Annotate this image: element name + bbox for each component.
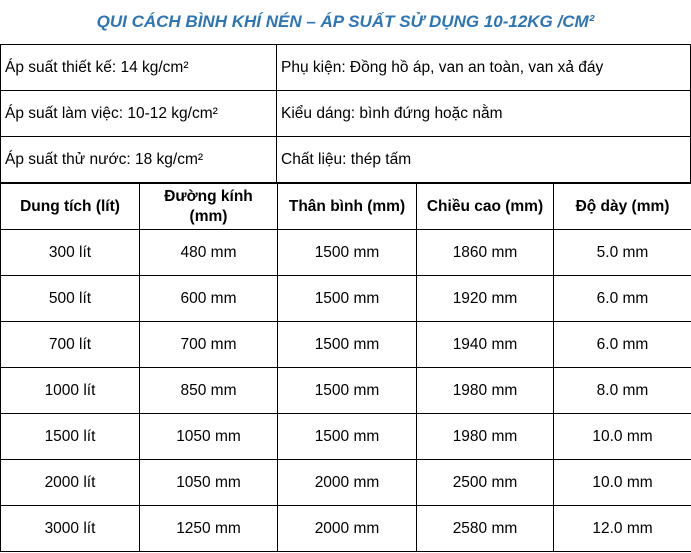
cell-diameter: 1250 mm: [140, 506, 278, 552]
cell-capacity: 1500 lít: [1, 414, 140, 460]
spec-row: [0, 91, 691, 137]
cell-capacity: 700 lít: [1, 322, 140, 368]
spec-test-pressure: Áp suất thử nước: 18 kg/cm²: [0, 137, 277, 182]
cell-capacity: 300 lít: [1, 230, 140, 276]
header-diameter: [140, 184, 278, 230]
cell-height: 1980 mm: [417, 414, 554, 460]
cell-thickness: 8.0 mm: [554, 368, 691, 414]
table-row: [1, 322, 691, 368]
cell-diameter: 700 mm: [140, 322, 278, 368]
sheet-title: QUI CÁCH BÌNH KHÍ NÉN – ÁP SUẤT SỬ DỤNG 10-12KG /CM²: [0, 0, 691, 45]
spec-design-pressure: Áp suất thiết kế: 14 kg/cm²: [0, 45, 277, 90]
cell-body-length: 1500 mm: [278, 276, 417, 322]
cell-capacity: 3000 lít: [1, 506, 140, 552]
spec-working-pressure: Áp suất làm việc: 10-12 kg/cm²: [0, 91, 277, 136]
cell-height: 1920 mm: [417, 276, 554, 322]
header-capacity: Dung tích (lít): [1, 184, 140, 230]
cell-body-length: 1500 mm: [278, 230, 417, 276]
table-row: [1, 230, 691, 276]
cell-capacity: 1000 lít: [1, 368, 140, 414]
cell-capacity: 500 lít: [1, 276, 140, 322]
cell-height: 2580 mm: [417, 506, 554, 552]
spec-row: [0, 45, 691, 91]
table-row: [1, 460, 691, 506]
cell-body-length: 1500 mm: [278, 322, 417, 368]
cell-height: 1940 mm: [417, 322, 554, 368]
cell-thickness: 6.0 mm: [554, 322, 691, 368]
header-diameter-label: Đường kính (mm): [164, 187, 253, 225]
cell-diameter: 850 mm: [140, 368, 278, 414]
cell-diameter: 1050 mm: [140, 460, 278, 506]
cell-thickness: 12.0 mm: [554, 506, 691, 552]
cell-thickness: 10.0 mm: [554, 414, 691, 460]
cell-body-length: 2000 mm: [278, 460, 417, 506]
header-height: Chiều cao (mm): [417, 184, 554, 230]
cell-height: 1980 mm: [417, 368, 554, 414]
cell-diameter: 600 mm: [140, 276, 278, 322]
header-thickness: Độ dày (mm): [554, 184, 691, 230]
cell-body-length: 1500 mm: [278, 368, 417, 414]
spec-style: Kiểu dáng: bình đứng hoặc nằm: [277, 91, 691, 136]
dimensions-table: [0, 183, 691, 552]
cell-height: 1860 mm: [417, 230, 554, 276]
table-row: [1, 506, 691, 552]
table-header-row: [1, 184, 691, 230]
cell-body-length: 2000 mm: [278, 506, 417, 552]
cell-diameter: 480 mm: [140, 230, 278, 276]
table-row: [1, 368, 691, 414]
header-body-length: Thân bình (mm): [278, 184, 417, 230]
table-row: [1, 414, 691, 460]
spec-accessories: Phụ kiện: Đồng hồ áp, van an toàn, van xả đáy: [277, 45, 691, 90]
cell-thickness: 6.0 mm: [554, 276, 691, 322]
cell-thickness: 5.0 mm: [554, 230, 691, 276]
cell-diameter: 1050 mm: [140, 414, 278, 460]
cell-body-length: 1500 mm: [278, 414, 417, 460]
cell-capacity: 2000 lít: [1, 460, 140, 506]
cell-height: 2500 mm: [417, 460, 554, 506]
spec-material: Chất liệu: thép tấm: [277, 137, 691, 182]
table-row: [1, 276, 691, 322]
spec-row: [0, 137, 691, 183]
cell-thickness: 10.0 mm: [554, 460, 691, 506]
